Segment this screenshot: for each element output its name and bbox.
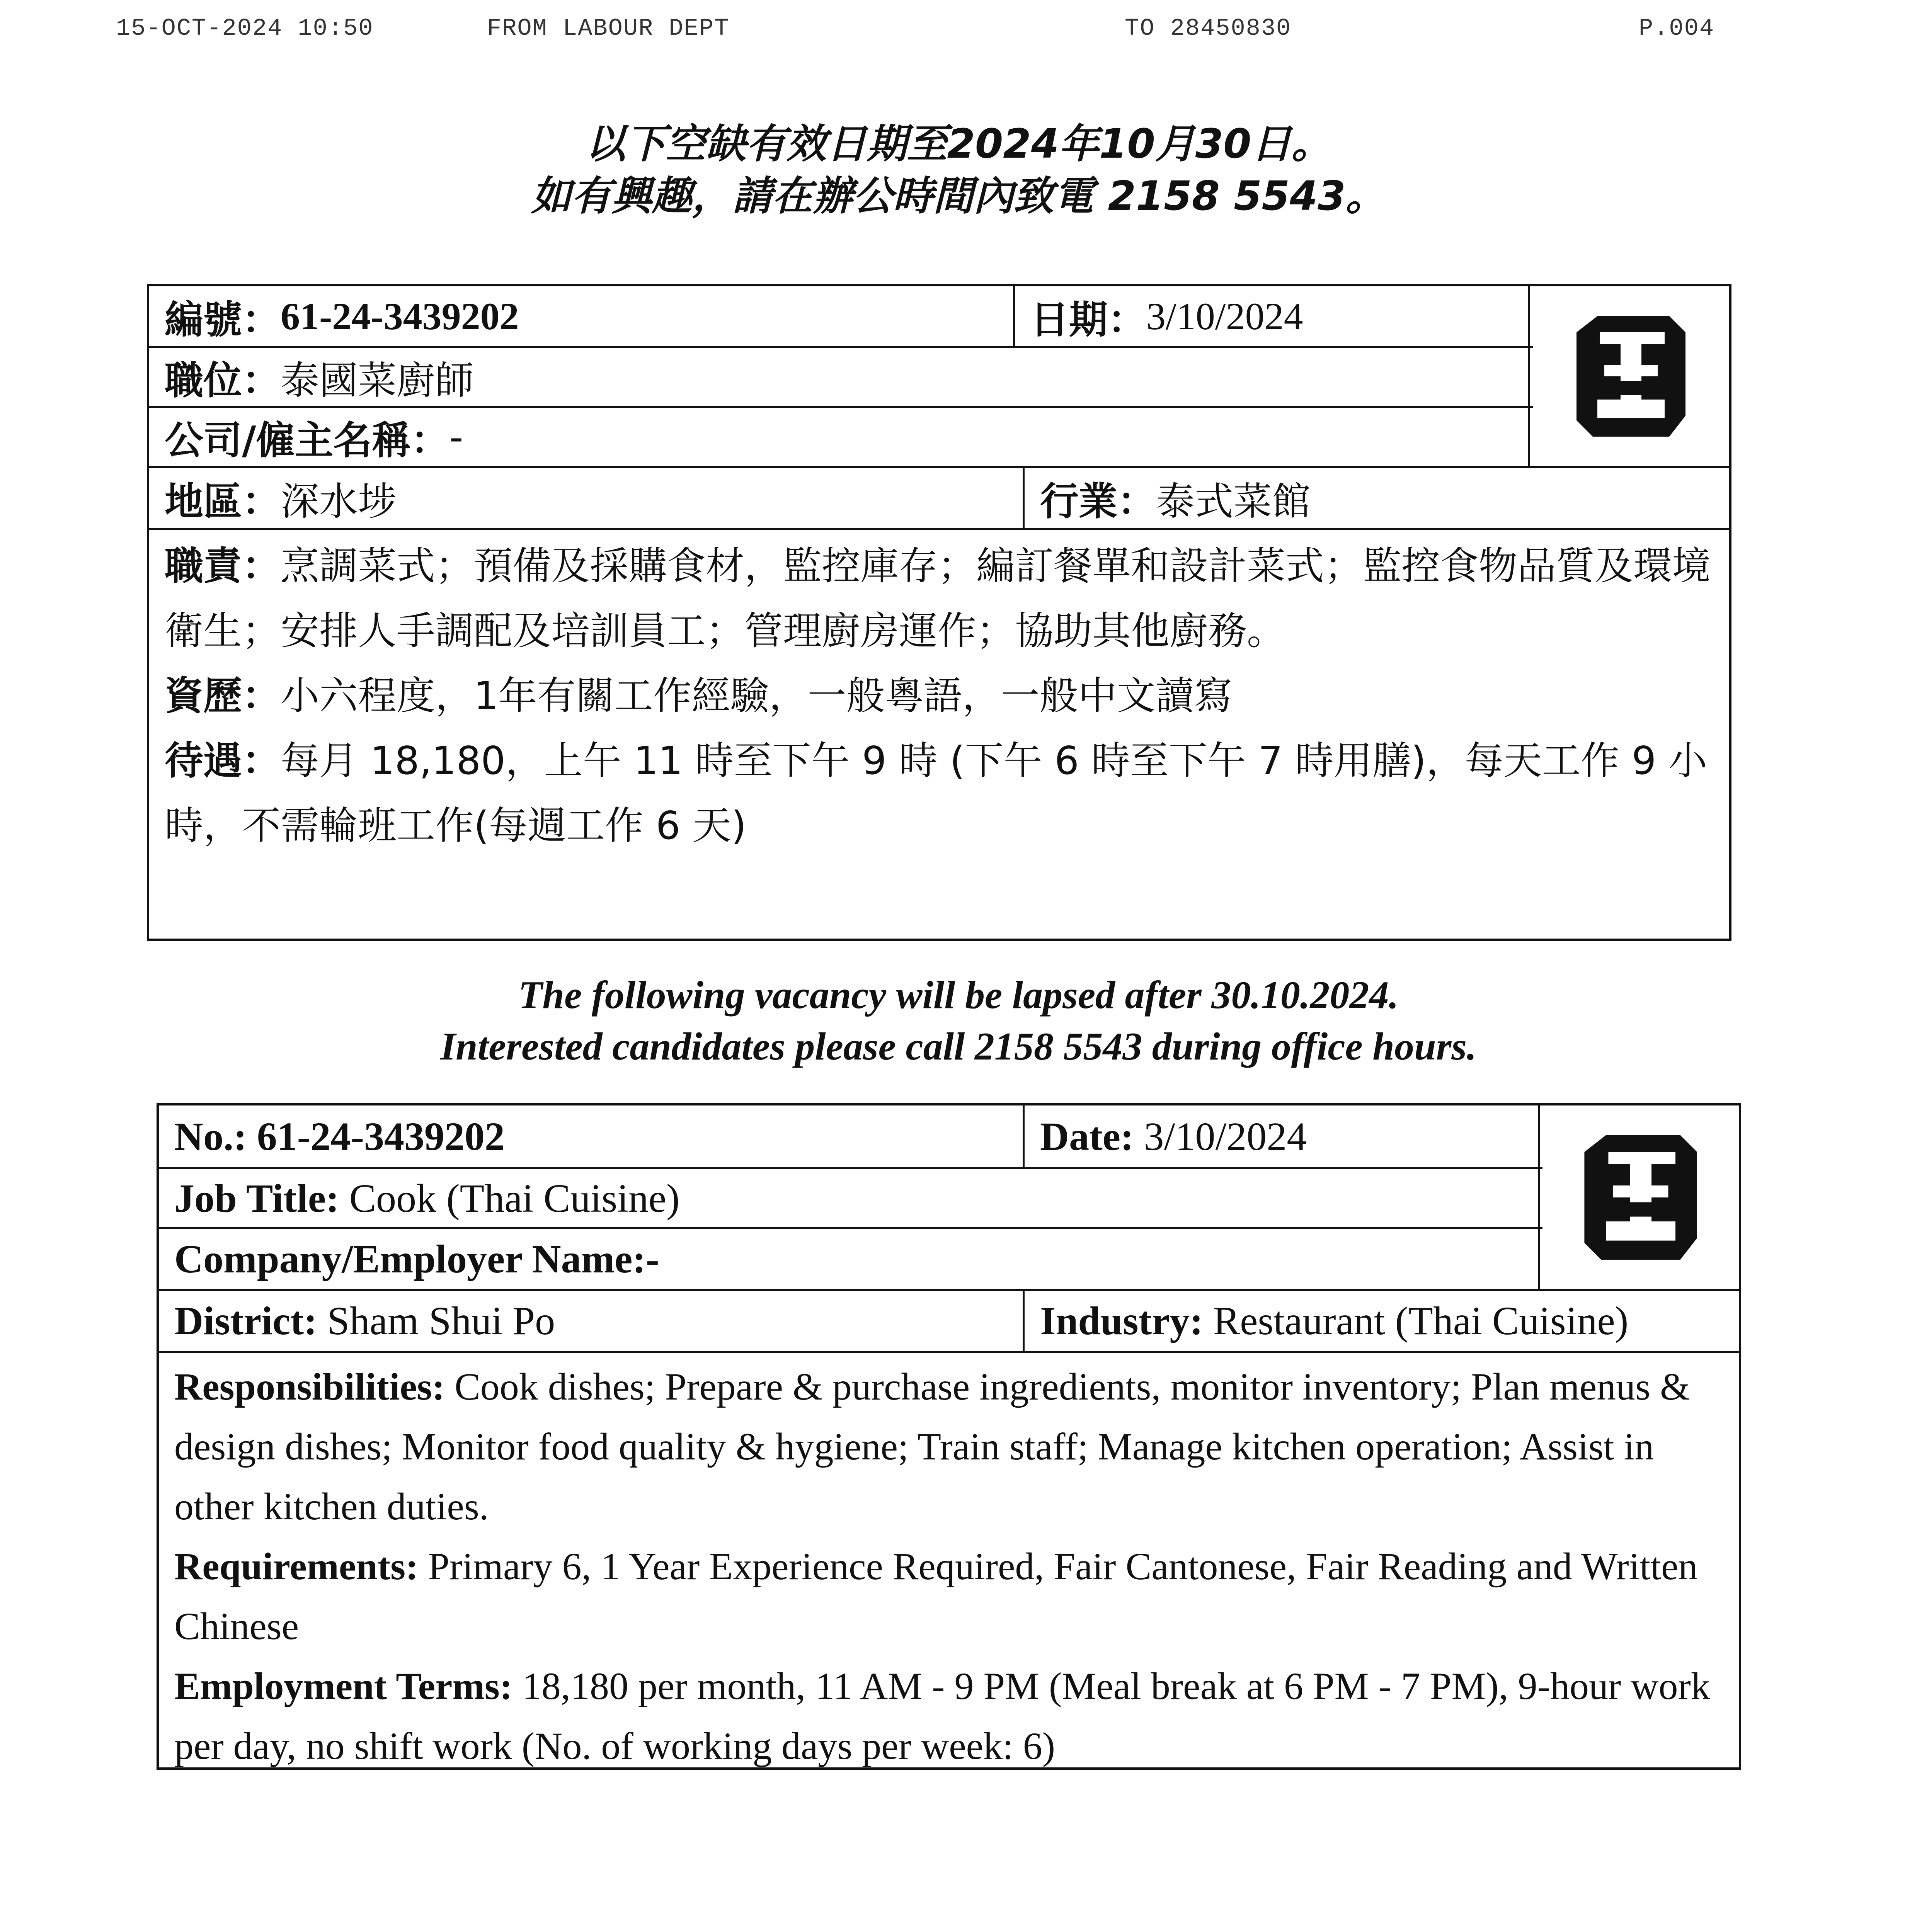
en-terms-label: Employment Terms: [174,1665,512,1708]
cn-title-value: 泰國菜廚師 [281,358,474,403]
cn-title-label: 職位： [165,358,281,403]
en-title-cell [159,1169,680,1227]
en-company-cell [159,1229,659,1289]
en-company-value: - [646,1237,659,1281]
cn-terms-value: 每月 18,180，上午 11 時至下午 9 時 (下午 6 時至下午 7 時用膳)，每天工作 9 小時，不需輪班工作(每週工作 6 天) [165,738,1708,848]
cn-number-label: 編號： [165,297,281,342]
cn-duties-value: 烹調菜式；預備及採購食材，監控庫存；編訂餐單和設計菜式；監控食物品質及環境衛生；安排人手調配及培訓員工；管理廚房運作；協助其他廚務。 [165,543,1711,653]
chinese-notice-line2: 如有興趣，請在辦公時間內致電 2158 5543。 [531,172,1386,220]
english-notice-line1: The following vacancy will be lapsed after 30.10.2024. [518,973,1399,1017]
cn-terms [165,728,1714,858]
en-industry-cell [1025,1291,1739,1351]
en-requirements-value: Primary 6, 1 Year Experience Required, Fair Cantonese, Fair Reading and Written Chinese [174,1545,1698,1648]
en-title-label: Job Title: [174,1176,339,1221]
labour-department-logo-icon [1580,1130,1699,1265]
logo-box [1528,286,1729,468]
cn-number-cell [149,286,1015,346]
cn-industry-cell [1025,468,1729,528]
cn-requirements [165,663,1714,728]
cn-row-title [149,348,1533,408]
en-number-cell [159,1105,1025,1167]
cn-row-number-date [149,286,1533,348]
en-terms-value: 18,180 per month, 11 AM - 9 PM (Meal break at 6 PM - 7 PM), 9-hour work per day, no shift work (No. of working days per week: 6) [174,1665,1710,1767]
en-details [159,1353,1739,1767]
en-date-value: 3/10/2024 [1144,1114,1307,1159]
english-vacancy-card [157,1103,1741,1770]
cn-title-cell [149,348,474,406]
fax-page: P.004 [1639,15,1715,42]
cn-company-cell [149,408,463,466]
chinese-notice-line1: 以下空缺有效日期至2024年10月30日。 [585,120,1332,167]
en-industry-label: Industry: [1040,1299,1203,1343]
en-row-number-date [159,1105,1542,1169]
fax-to: TO 28450830 [1125,15,1292,42]
logo-box-en [1538,1105,1739,1291]
en-number-label: No.: [174,1114,247,1159]
en-row-district-industry [159,1291,1739,1353]
cn-company-value: - [449,414,463,460]
en-requirements [174,1536,1723,1656]
cn-requirements-label: 資歷： [165,673,281,718]
chinese-notice [0,118,1917,222]
en-responsibilities-label: Responsibilities: [174,1365,445,1408]
cn-row-company [149,408,1533,468]
en-row-company [159,1229,1542,1291]
en-district-label: District: [174,1299,317,1343]
en-company-label: Company/Employer Name: [174,1237,646,1281]
en-terms [174,1656,1723,1776]
chinese-vacancy-card [147,284,1731,941]
en-industry-value: Restaurant (Thai Cuisine) [1213,1299,1629,1343]
cn-district-value: 深水埗 [281,478,397,524]
cn-requirements-value: 小六程度，1年有關工作經驗，一般粵語，一般中文讀寫 [281,673,1233,718]
cn-company-label: 公司/僱主名稱： [165,418,449,463]
fax-from: FROM LABOUR DEPT [487,15,730,42]
en-date-cell [1025,1105,1542,1167]
cn-date-label: 日期： [1030,297,1146,342]
cn-industry-value: 泰式菜館 [1156,478,1311,524]
en-number-value: 61-24-3439202 [257,1114,505,1159]
cn-terms-label: 待遇： [165,738,281,783]
en-district-value: Sham Shui Po [327,1299,555,1343]
en-requirements-label: Requirements: [174,1545,419,1588]
cn-duties [165,534,1714,663]
cn-number-value: 61-24-3439202 [281,295,519,338]
cn-row-district-industry [149,468,1729,530]
cn-industry-label: 行業： [1040,478,1156,524]
en-title-value: Cook (Thai Cuisine) [349,1176,680,1221]
cn-district-cell [149,468,1025,528]
fax-datetime: 15-OCT-2024 10:50 [116,15,374,42]
fax-header [0,15,1917,46]
en-row-title [159,1169,1542,1229]
en-responsibilities [174,1357,1723,1536]
cn-duties-label: 職責： [165,543,281,588]
en-district-cell [159,1291,1025,1351]
english-notice-line2: Interested candidates please call 2158 5543 during office hours. [440,1024,1477,1068]
labour-department-logo-icon [1572,311,1688,442]
english-notice [0,970,1917,1072]
cn-date-cell [1015,286,1533,346]
cn-details [149,530,1729,939]
en-responsibilities-value: Cook dishes; Prepare & purchase ingredients, monitor inventory; Plan menus & design dishes; Monitor food quality & hygiene; Train staff; Manage kitchen operation; Assist in other kitchen duties. [174,1365,1690,1528]
cn-district-label: 地區： [165,478,281,524]
en-date-label: Date: [1040,1114,1134,1159]
cn-date-value: 3/10/2024 [1146,295,1303,338]
